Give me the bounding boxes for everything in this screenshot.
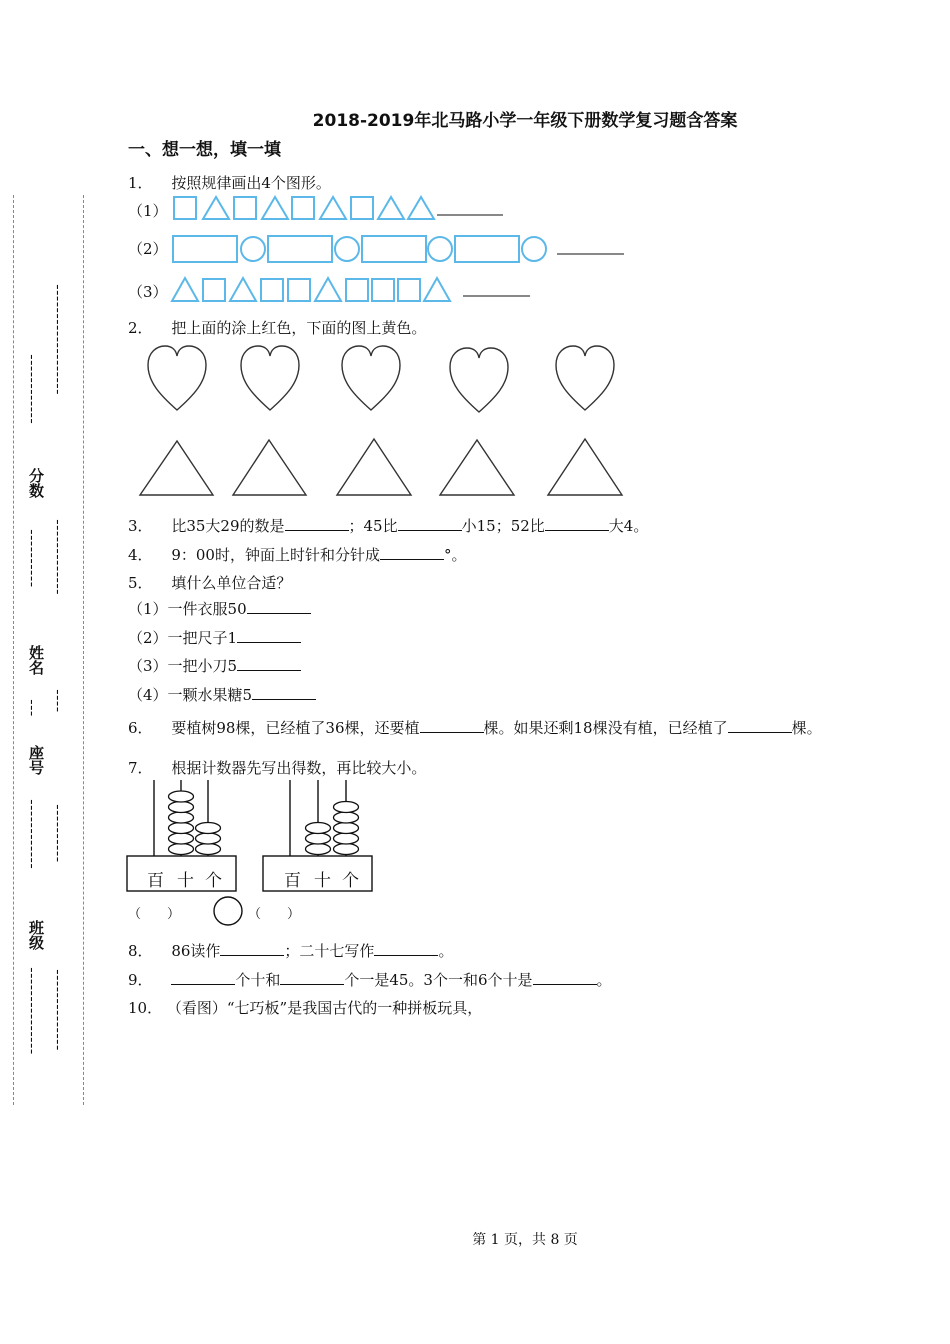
- q6-part-c: 棵。: [791, 719, 822, 737]
- binding-dashes-left-2: ╴╴╴╴╴╴╴╴╴╴: [23, 530, 38, 589]
- abacus-bead-right-ones: [334, 833, 359, 844]
- abacus-bead-right-ones: [334, 802, 359, 813]
- q3-number: 3．: [128, 517, 153, 535]
- q3-part-d: 大4。: [608, 517, 649, 535]
- abacus-bead-left-tens: [169, 844, 194, 855]
- q3-part-b: ；45比: [348, 517, 398, 535]
- q5-number: 5．: [128, 574, 153, 592]
- q1-row3-label: （3）: [128, 283, 168, 301]
- binding-dashes-1: ╴╴╴╴╴╴╴╴╴╴╴╴╴╴╴╴╴╴╴: [49, 285, 64, 396]
- class-label: 班级: [27, 920, 45, 950]
- q7-text: 根据计数器先写出得数，再比较大小。: [171, 759, 427, 777]
- abacus-bead-left-ones: [196, 833, 221, 844]
- page-title: 2018-2019年北马路小学一年级下册数学复习题含答案: [312, 111, 738, 131]
- q1-row2-label: （2）: [128, 240, 168, 258]
- q8-blank-2[interactable]: [374, 941, 438, 956]
- abacus-bead-right-ones: [334, 823, 359, 834]
- binding-dashes-3: ╴╴╴╴: [49, 690, 64, 714]
- q10-number: 10．: [128, 999, 163, 1017]
- q10-line: [128, 997, 482, 1018]
- abacus-bead-right-tens: [306, 823, 331, 834]
- binding-dashes-4: ╴╴╴╴╴╴╴╴╴╴: [49, 805, 64, 864]
- abacus-right-label-tens: 十: [314, 871, 331, 891]
- binding-dashes-2: ╴╴╴╴╴╴╴╴╴╴╴╴╴: [49, 520, 64, 596]
- q7-answer-right[interactable]: （ ）: [248, 907, 301, 922]
- q6-part-b: 棵。如果还剩18棵没有植，已经植了: [483, 719, 728, 737]
- q9-part-a: 个十和: [235, 971, 281, 989]
- abacus-bead-left-tens: [169, 823, 194, 834]
- compare-circle: [214, 897, 242, 925]
- q1-text: 按照规律画出4个图形。: [171, 174, 331, 192]
- q2-number: 2．: [128, 319, 153, 337]
- abacus-bead-right-tens: [306, 833, 331, 844]
- binding-dashes-5: ╴╴╴╴╴╴╴╴╴╴╴╴╴╴: [49, 970, 64, 1052]
- abacus-bead-right-tens: [306, 844, 331, 855]
- abacus-left-label-tens: 十: [177, 871, 194, 891]
- q9-part-b: 个一是45。3个一和6个十是: [344, 971, 533, 989]
- q6-number: 6．: [128, 719, 153, 737]
- q5-item-text: （4）一颗水果糖5: [128, 686, 253, 704]
- q7-answer-left[interactable]: （ ）: [128, 907, 181, 922]
- q9-line: [128, 969, 612, 990]
- q9-part-c: 。: [596, 971, 612, 989]
- abacus-bead-right-ones: [334, 844, 359, 855]
- abacus-left-label-ones: 个: [205, 871, 222, 891]
- q8-part-c: 。: [438, 942, 454, 960]
- abacus-bead-left-tens: [169, 791, 194, 802]
- abacus-left-label-hundreds: 百: [147, 871, 164, 891]
- abacus-bead-left-tens: [169, 802, 194, 813]
- q4-number: 4．: [128, 546, 153, 564]
- q1-number: 1．: [128, 174, 153, 192]
- q3-part-c: 小15；52比: [461, 517, 545, 535]
- score-label: 分数: [27, 468, 45, 498]
- abacus-bead-left-tens: [169, 812, 194, 823]
- binding-dashes-left-4: ╴╴╴╴╴╴╴╴╴╴╴╴: [23, 800, 38, 870]
- binding-dashes-left-3: ╴╴╴: [23, 700, 38, 718]
- q5-item-text: （3）一把小刀5: [128, 657, 238, 675]
- q9-blank-3[interactable]: [533, 970, 597, 985]
- abacus-bead-left-ones: [196, 823, 221, 834]
- abacus-bead-left-ones: [196, 844, 221, 855]
- q10-text: （看图）“七巧板”是我国古代的一种拼板玩具，: [166, 999, 483, 1017]
- q8-number: 8．: [128, 942, 153, 960]
- q9-blank-1[interactable]: [171, 970, 235, 985]
- q8-line: [128, 940, 453, 961]
- q9-number: 9．: [128, 971, 153, 989]
- abacus-right-label-ones: 个: [342, 871, 359, 891]
- q3-part-a: 比35大29的数是: [171, 517, 285, 535]
- q8-part-a: 86读作: [171, 942, 221, 960]
- q1-row1-label: （1）: [128, 202, 168, 220]
- q4-part-a: 9：00时，钟面上时针和分针成: [171, 546, 380, 564]
- q8-part-b: ；二十七写作: [284, 942, 375, 960]
- q2-text: 把上面的涂上红色，下面的图上黄色。: [171, 319, 427, 337]
- q9-blank-2[interactable]: [280, 970, 344, 985]
- q4-part-b: °。: [443, 546, 467, 564]
- seat-label: 座号: [27, 745, 45, 775]
- q7-number: 7．: [128, 759, 153, 777]
- q5-item-text: （1）一件衣服50: [128, 600, 247, 618]
- section-heading: 一、想一想，填一填: [128, 140, 281, 160]
- binding-dashes-left-5: ╴╴╴╴╴╴╴╴╴╴╴╴╴╴╴: [23, 968, 38, 1056]
- q5-text: 填什么单位合适？: [171, 574, 292, 592]
- q6-part-a: 要植树98棵，已经植了36棵，还要植: [171, 719, 420, 737]
- page-footer: 第 1 页，共 8 页: [472, 1232, 578, 1248]
- abacus-right-label-hundreds: 百: [284, 871, 301, 891]
- abacus-bead-right-ones: [334, 812, 359, 823]
- q8-blank-1[interactable]: [220, 941, 284, 956]
- abacus-bead-left-tens: [169, 833, 194, 844]
- name-label: 姓名: [27, 645, 45, 675]
- binding-dashes-left: ╴╴╴╴╴╴╴╴╴╴╴╴: [23, 355, 38, 425]
- q5-item-text: （2）一把尺子1: [128, 629, 238, 647]
